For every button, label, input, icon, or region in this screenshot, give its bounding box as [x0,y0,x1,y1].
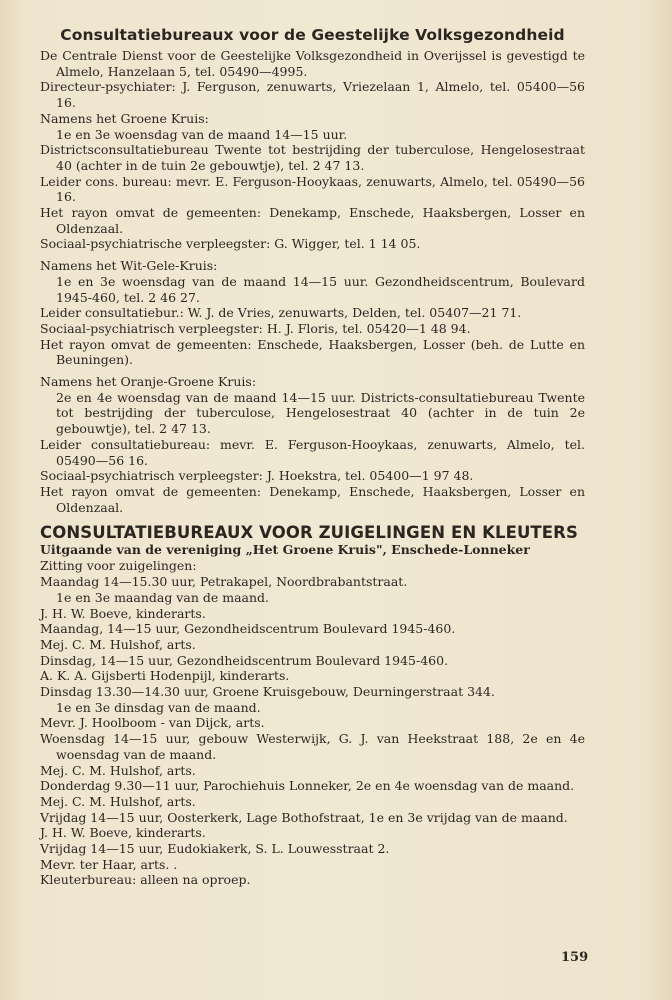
groene-kruis-rayon: Het rayon omvat de gemeenten: Denekamp, Enschede, Haaksbergen, Losser en Oldenzaal. [40,205,585,236]
groene-kruis-district: Districtsconsultatiebureau Twente tot bestrijding der tuberculose, Hengelosestraat 40 (achter in de tuin 2e gebouwtje), tel. 2 47 13. [40,142,585,173]
oranje-groene-kruis-nurse: Sociaal-psychiatrisch verpleegster: J. Hoekstra, tel. 05400—1 97 48. [40,468,474,484]
groene-kruis-heading: Namens het Groene Kruis: [40,110,209,126]
zitting-heading: Zitting voor zuigelingen: [40,558,197,574]
entry-donderdag-lonneker: Donderdag 9.30—11 uur, Parochiehuis Lonneker, 2e en 4e woensdag van de maand. [40,778,575,794]
entry-dinsdag-frequency: 1e en 3e dinsdag van de maand. [56,699,261,715]
entry-maandag-frequency: 1e en 3e maandag van de maand. [56,589,270,605]
wit-gele-kruis-schedule: 1e en 3e woensdag van de maand 14—15 uur. Gezondheidscentrum, Boulevard 1945-460, tel. 2 46 27. [56,273,585,305]
groene-kruis-nurse: Sociaal-psychiatrische verpleegster: G. Wigger, tel. 1 14 05. [40,236,421,252]
entry-doctor: Mevr. ter Haar, arts. . [40,856,178,872]
entry-dinsdag-gezondheidscentrum: Dinsdag, 14—15 uur, Gezondheidscentrum Boulevard 1945-460. [40,652,449,668]
entry-doctor: J. H. W. Boeve, kinderarts. [40,605,206,621]
section-title-zuigelingen-kleuters: CONSULTATIEBUREAUX VOOR ZUIGELINGEN EN KLEUTERS [40,523,578,543]
entry-doctor: Mej. C. M. Hulshof, arts. [40,793,196,809]
page-content [40,26,585,888]
section-subtitle: Uitgaande van de vereniging „Het Groene Kruis", Enschede-Lonneker [40,542,530,558]
groene-kruis-schedule: 1e en 3e woensdag van de maand 14—15 uur. [56,126,348,142]
entry-doctor: J. H. W. Boeve, kinderarts. [40,825,206,841]
entry-doctor: A. K. A. Gijsberti Hodenpijl, kinderarts. [40,668,290,684]
entry-doctor: Mevr. J. Hoolboom - van Dijck, arts. [40,715,265,731]
wit-gele-kruis-nurse: Sociaal-psychiatrisch verpleegster: H. J. Floris, tel. 05420—1 48 94. [40,320,471,336]
intro-paragraph: De Centrale Dienst voor de Geestelijke Volksgezondheid in Overijssel is gevestigd te Almelo, Hanzelaan 5, tel. 05490—4995. [40,48,585,79]
entry-vrijdag-eudokiakerk: Vrijdag 14—15 uur, Eudokiakerk, S. L. Louwesstraat 2. [40,841,390,857]
page-number: 159 [561,950,589,965]
wit-gele-kruis-rayon: Het rayon omvat de gemeenten: Enschede, Haaksbergen, Losser (beh. de Lutte en Beuningen). [40,336,585,368]
entry-doctor: Mej. C. M. Hulshof, arts. [40,636,196,652]
oranje-groene-kruis-heading: Namens het Oranje-Groene Kruis: [40,374,257,390]
oranje-groene-kruis-rayon: Het rayon omvat de gemeenten: Denekamp, Enschede, Haaksbergen, Losser en Oldenzaal. [40,483,585,515]
entry-maandag-gezondheidscentrum: Maandag, 14—15 uur, Gezondheidscentrum Boulevard 1945-460. [40,621,456,637]
entry-kleuterbureau: Kleuterbureau: alleen na oproep. [40,872,251,888]
oranje-groene-kruis-schedule: 2e en 4e woensdag van de maand 14—15 uur. Districts-consultatiebureau Twente tot bestrijding der tuberculose, Hengelosestraat 40 (achter in de tuin 2e gebouwtje), tel. 2 47 13. [56,389,585,437]
director-line: Directeur-psychiater: J. Ferguson, zenuwarts, Vriezelaan 1, Almelo, tel. 05400—56 16. [40,79,585,111]
entry-dinsdag-groene-kruisgebouw: Dinsdag 13.30—14.30 uur, Groene Kruisgebouw, Deurningerstraat 344. [40,684,495,700]
entry-doctor: Mej. C. M. Hulshof, arts. [40,762,196,778]
groene-kruis-leader: Leider cons. bureau: mevr. E. Ferguson-Hooykaas, zenuwarts, Almelo, tel. 05490—56 16. [40,173,585,205]
entry-woensdag-westerwijk: Woensdag 14—15 uur, gebouw Westerwijk, G. J. van Heekstraat 188, 2e en 4e woensdag van de maand. [40,731,585,762]
wit-gele-kruis-heading: Namens het Wit-Gele-Kruis: [40,258,218,274]
section-title-geestelijke-volksgezondheid: Consultatiebureaux voor de Geestelijke Volksgezondheid [60,26,565,44]
wit-gele-kruis-leader: Leider consultatiebur.: W. J. de Vries, zenuwarts, Delden, tel. 05407—21 71. [40,305,522,321]
oranje-groene-kruis-leader: Leider consultatiebureau: mevr. E. Ferguson-Hooykaas, zenuwarts, Almelo, tel. 05490—56 16. [40,436,585,468]
entry-vrijdag-oosterkerk: Vrijdag 14—15 uur, Oosterkerk, Lage Bothofstraat, 1e en 3e vrijdag van de maand. [40,809,568,825]
entry-maandag-petrakapel: Maandag 14—15.30 uur, Petrakapel, Noordbrabantstraat. [40,574,408,590]
